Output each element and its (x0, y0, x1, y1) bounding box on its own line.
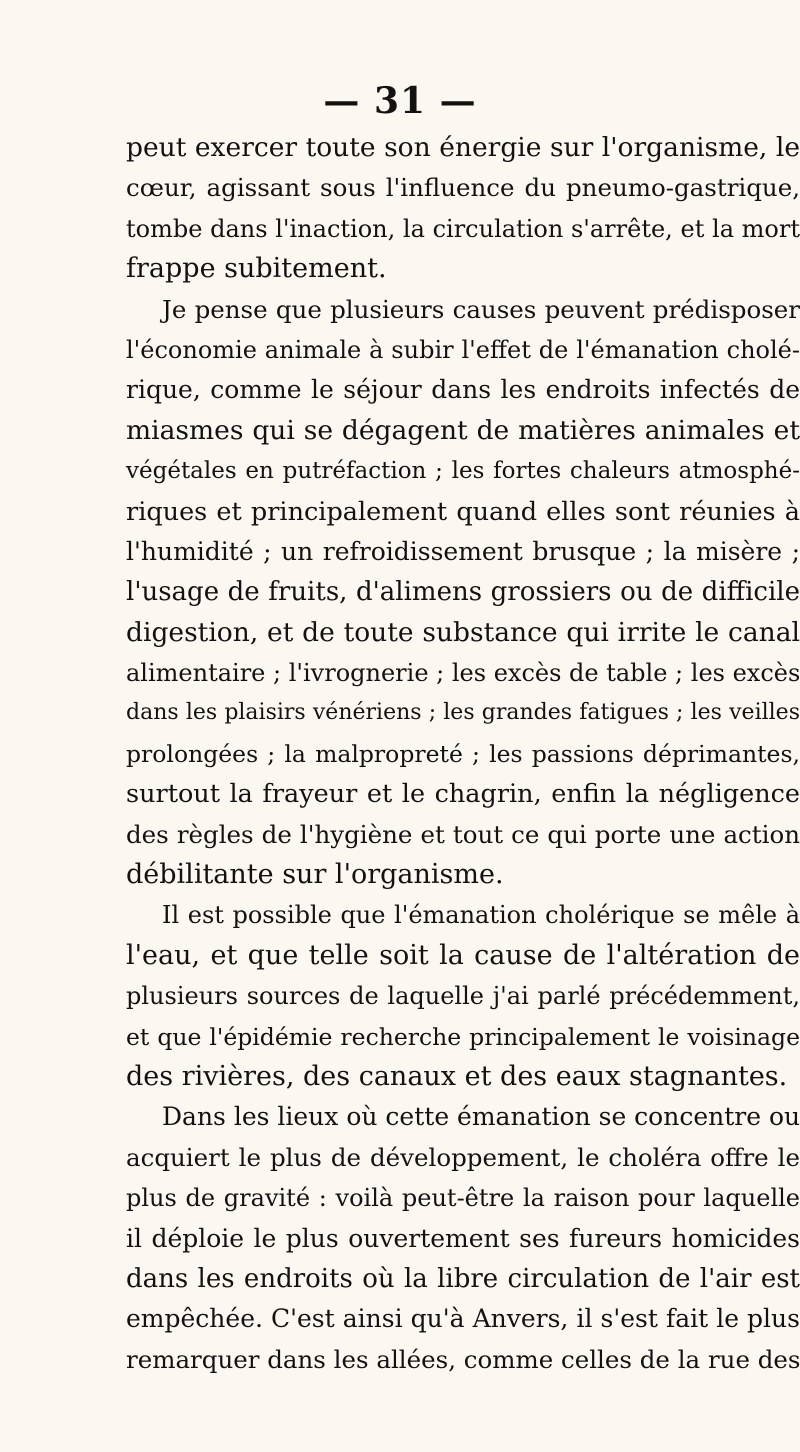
text-line: prolongées ; la malpropreté ; les passions déprimantes, (126, 739, 800, 768)
text-line: acquiert le plus de développement, le choléra offre le (126, 1142, 800, 1172)
text-line: frappe subitement. (126, 253, 387, 285)
body-text (126, 128, 800, 1380)
text-line: remarquer dans les allées, comme celles de la rue des (126, 1344, 800, 1374)
text-line: peut exercer toute son énergie sur l'organisme, le (126, 132, 800, 163)
text-line: riques et principalement quand elles sont réunies à (126, 496, 800, 527)
text-line: plus de gravité : voilà peut-être la raison pour laquelle (126, 1184, 800, 1213)
text-line: tombe dans l'inaction, la circulation s'arrête, et la mort (126, 214, 800, 243)
text-line: et que l'épidémie recherche principalement le voisinage (126, 1022, 800, 1051)
text-line: miasmes qui se dégagent de matières animales et (126, 414, 800, 446)
text-line: l'économie animale à subir l'effet de l'émanation cholé- (126, 335, 800, 364)
text-line: empêchée. C'est ainsi qu'à Anvers, il s'est fait le plus (126, 1304, 800, 1334)
text-line: digestion, et de toute substance qui irrite le canal (126, 616, 800, 648)
text-line: végétales en putréfaction ; les fortes chaleurs atmosphé- (126, 458, 800, 485)
text-line: cœur, agissant sous l'influence du pneumo-gastrique, (126, 173, 800, 203)
page-number: — 31 — (323, 80, 477, 122)
text-line: surtout la frayeur et le chagrin, enfin la négligence (126, 779, 800, 810)
text-line: des règles de l'hygiène et tout ce qui porte une action (126, 819, 800, 849)
text-line: rique, comme le séjour dans les endroits infectés de (126, 375, 800, 405)
text-line: Je pense que plusieurs causes peuvent prédisposer (162, 294, 800, 324)
text-line: dans les plaisirs vénériens ; les grandes fatigues ; les veilles (126, 700, 800, 726)
text-line: Dans les lieux où cette émanation se concentre ou (162, 1102, 800, 1132)
text-line: l'humidité ; un refroidissement brusque ; la misère ; (126, 536, 800, 566)
text-line: dans les endroits où la libre circulation de l'air est (126, 1263, 800, 1294)
text-line: Il est possible que l'émanation cholérique se mêle à (162, 901, 800, 930)
text-line: débilitante sur l'organisme. (126, 859, 504, 891)
text-line: l'eau, et que telle soit la cause de l'altération de (126, 939, 800, 971)
text-line: des rivières, des canaux et des eaux stagnantes. (126, 1060, 788, 1092)
text-line: alimentaire ; l'ivrognerie ; les excès de table ; les excès (126, 659, 800, 688)
text-line: il déploie le plus ouvertement ses fureurs homicides (126, 1223, 800, 1253)
text-line: l'usage de fruits, d'alimens grossiers ou de difficile (126, 577, 800, 608)
text-line: plusieurs sources de laquelle j'ai parlé précédemment, (126, 982, 800, 1011)
